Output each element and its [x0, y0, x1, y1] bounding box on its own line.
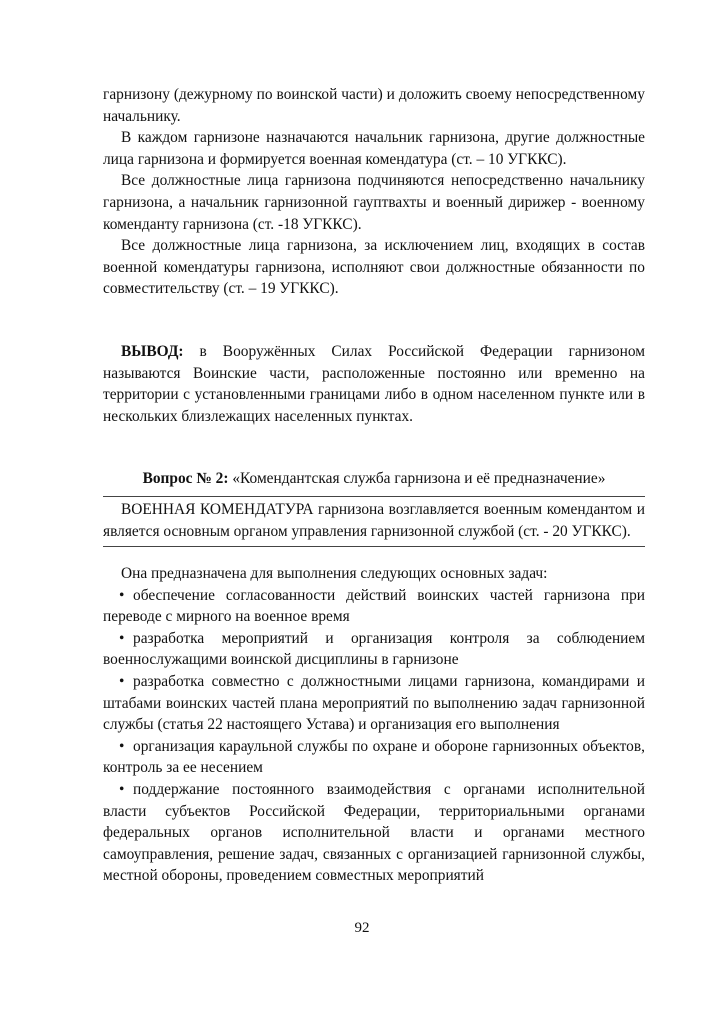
list-item — [103, 736, 645, 779]
paragraph-garrison-officials: В каждом гарнизоне назначаются начальник гарнизона, другие должностные лица гарнизона и формируется военная комендатура (ст. – 10 УГККС). — [103, 129, 645, 168]
definition-text: ВОЕННАЯ КОМЕНДАТУРА гарнизона возглавляется военным комендантом и является основным органом управления гарнизонной службой (ст. - 20 УГККС). — [103, 500, 645, 540]
paragraph-subordination: Все должностные лица гарнизона подчиняются непосредственно начальнику гарнизона, а начальник гарнизонной гауптвахты и военный дирижер - военному коменданту гарнизона (ст. -18 УГККС). — [103, 172, 645, 233]
list-item-text: разработка мероприятий и организация контроля за соблюдением военнослужащими воинской дисциплины в гарнизоне — [103, 629, 645, 669]
list-item-text: обеспечение согласованности действий воинских частей гарнизона при переводе с мирного на военное время — [103, 586, 645, 626]
page-number: 92 — [354, 920, 370, 936]
list-item — [103, 779, 645, 887]
conclusion-label: ВЫВОД: — [121, 342, 184, 360]
list-item — [103, 628, 645, 671]
tasks-list — [103, 585, 645, 887]
question-title: «Комендантская служба гарнизона и её предназначение» — [228, 470, 606, 488]
document-page — [103, 84, 645, 887]
list-item-text: разработка совместно с должностными лицами гарнизона, командирами и штабами воинских частей плана мероприятий по выполнению задач гарнизонной службы (статья 22 настоящего Устава) и организация его выполнения — [103, 673, 645, 734]
list-item — [103, 585, 645, 628]
bullet-icon: • — [119, 781, 125, 799]
question-label: Вопрос № 2: — [142, 470, 229, 488]
list-item-text: поддержание постоянного взаимодействия с органами исполнительной власти субъектов Российской Федерации, территориальными органами федеральных органов исполнительной власти и органами местного самоуправления, решение задач, связанных с организацией гарнизонной службы, местной обороны, проведением совместных мероприятий — [103, 781, 645, 885]
paragraph-continuation: гарнизону (дежурному по воинской части) и доложить своему непосредственному начальнику. — [103, 86, 645, 125]
bullet-icon: • — [119, 737, 125, 755]
conclusion-paragraph — [103, 341, 645, 427]
bullet-icon: • — [119, 629, 125, 647]
list-item-text: организация караульной службы по охране и обороне гарнизонных объектов, контроль за ее несением — [103, 737, 645, 777]
bullet-icon: • — [119, 586, 125, 604]
paragraph-part-time-duties: Все должностные лица гарнизона, за исключением лиц, входящих в состав военной комендатуры гарнизона, исполняют свои должностные обязанности по совместительству (ст. – 19 УГККС). — [103, 237, 645, 298]
definition-box — [103, 496, 645, 547]
bullet-icon: • — [119, 673, 125, 691]
list-item — [103, 671, 645, 736]
conclusion-text: в Вооружённых Силах Российской Федерации гарнизоном называются Воинские части, расположенные постоянно или временно на территории с установленными границами либо в одном населенном пункте или в нескольких близлежащих населенных пунктах. — [103, 342, 645, 425]
question-heading — [103, 468, 645, 490]
tasks-intro: Она предназначена для выполнения следующих основных задач: — [121, 565, 548, 583]
